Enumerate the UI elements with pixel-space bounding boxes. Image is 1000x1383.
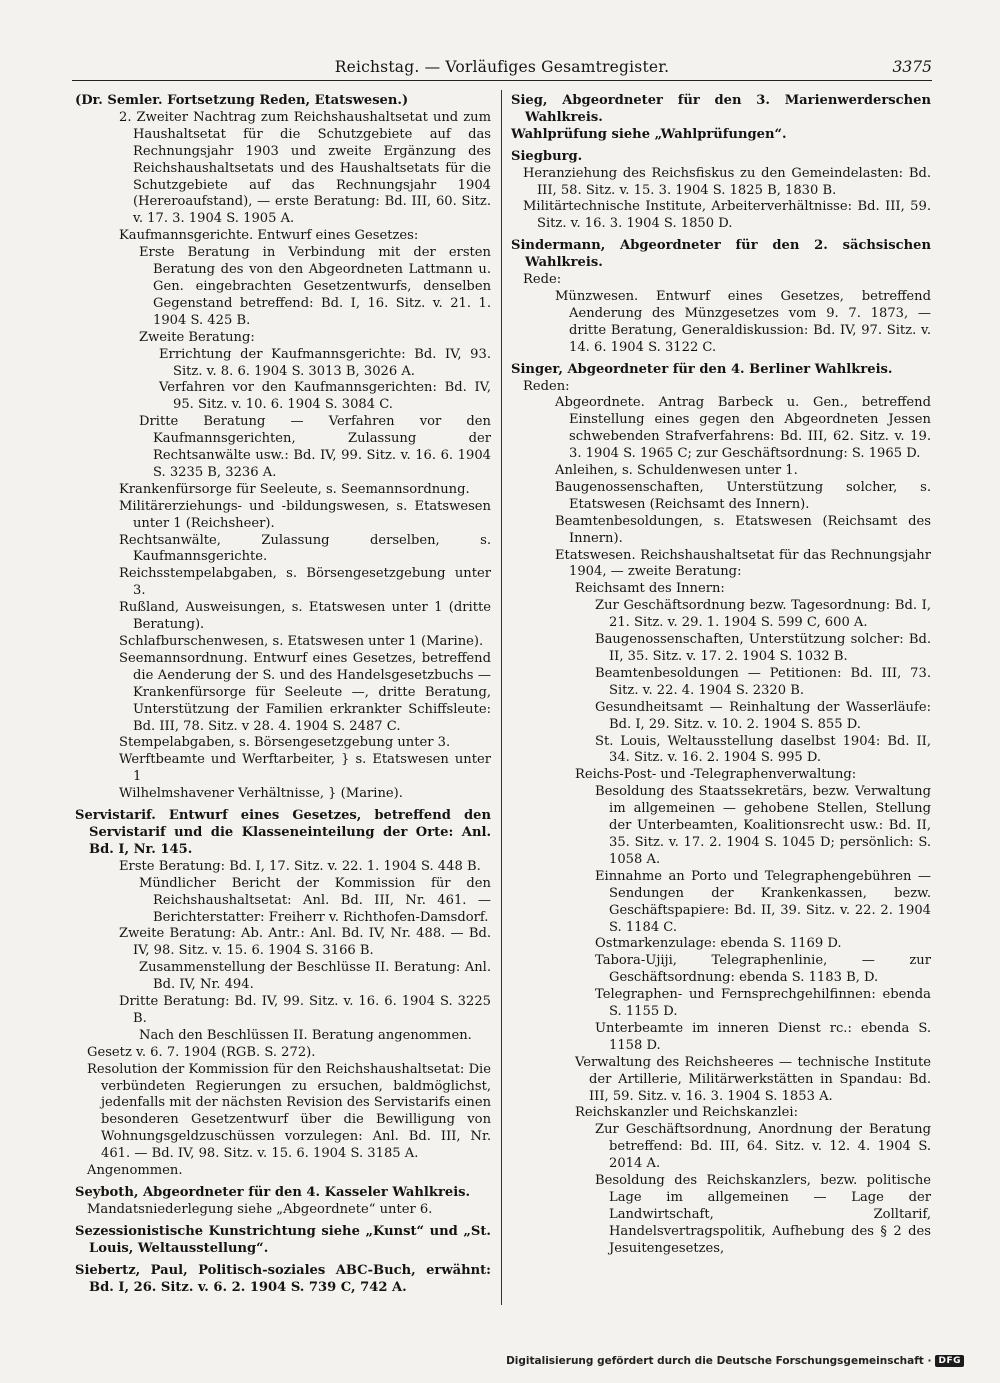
register-entry: Beamtenbesoldungen — Petitionen: Bd. III, 73. Sitz. v. 22. 4. 1904 S. 2320 B.: [595, 665, 931, 698]
register-entry: St. Louis, Weltausstellung daselbst 1904: Bd. II, 34. Sitz. v. 16. 2. 1904 S. 995 D.: [595, 733, 931, 766]
register-entry: Verfahren vor den Kaufmannsgerichten: Bd. IV, 95. Sitz. v. 10. 6. 1904 S. 3084 C.: [159, 380, 491, 413]
register-entry: Mandatsniederlegung siehe „Abgeordnete“ unter 6.: [87, 1201, 433, 1217]
register-entry: Krankenfürsorge für Seeleute, s. Seemannsordnung.: [119, 481, 470, 497]
register-entry: Münzwesen. Entwurf eines Gesetzes, betreffend Aenderung des Münzgesetzes vom 9. 7. 1873, — dritte Beratung, Generaldiskussion: Bd. IV, 97. Sitz. v. 14. 6. 1904 S. 3122 C.: [555, 288, 931, 355]
register-entry: Dritte Beratung: Bd. IV, 99. Sitz. v. 16. 6. 1904 S. 3225 B.: [119, 994, 491, 1026]
register-entry: Sieg, Abgeordneter für den 3. Marienwerderschen Wahlkreis.: [511, 93, 931, 125]
register-entry: Verwaltung des Reichsheeres — technische Institute der Artillerie, Militärwerkstätten in Spandau: Bd. III, 59. Sitz. v. 16. 3. 1904 S. 1853 A.: [575, 1054, 931, 1104]
register-entry: Werftbeamte und Werftarbeiter, } s. Etatswesen unter 1: [119, 752, 491, 785]
register-entry: Einnahme an Porto und Telegraphengebühren — Sendungen der Krankenkassen, bezw. Geschäftspapiere: Bd. II, 39. Sitz. v. 22. 2. 1904 S. 1184 C.: [595, 868, 931, 935]
dfg-logo: DFG: [935, 1355, 964, 1367]
register-entry: Sezessionistische Kunstrichtung siehe „Kunst“ und „St. Louis, Weltausstellung“.: [75, 1223, 491, 1256]
register-entry: Errichtung der Kaufmannsgerichte: Bd. IV, 93. Sitz. v. 8. 6. 1904 S. 3013 B, 3026 A.: [159, 346, 491, 379]
register-entry: Ostmarkenzulage: ebenda S. 1169 D.: [595, 936, 842, 952]
register-entry: Zusammenstellung der Beschlüsse II. Beratung: Anl. Bd. IV, Nr. 494.: [139, 960, 491, 993]
register-entry: Singer, Abgeordneter für den 4. Berliner Wahlkreis.: [511, 361, 893, 377]
right-column: [511, 93, 931, 1258]
funding-note: Digitalisierung gefördert durch die Deutsche Forschungsgemeinschaft ·: [506, 1355, 932, 1367]
register-entry: Besoldung des Staatssekretärs, bezw. Verwaltung im allgemeinen — gehobene Stellen, Stellung der Unterbeamten, Koalitionsrecht usw.: Bd. II, 35. Sitz. v. 17. 2. 1904 S. 1045 D; persönlich: S. 1058 A.: [595, 784, 931, 867]
register-entry: Kaufmannsgerichte. Entwurf eines Gesetzes:: [119, 228, 419, 244]
register-entry: Nach den Beschlüssen II. Beratung angenommen.: [139, 1027, 472, 1043]
register-entry: Wilhelmshavener Verhältnisse, } (Marine).: [119, 786, 403, 802]
register-entry: Wahlprüfung siehe „Wahlprüfungen“.: [511, 126, 787, 142]
register-entry: Reichsamt des Innern:: [575, 581, 725, 597]
register-entry: Sindermann, Abgeordneter für den 2. sächsischen Wahlkreis.: [511, 238, 931, 271]
register-entry: Anleihen, s. Schuldenwesen unter 1.: [555, 463, 798, 479]
register-entry: Mündlicher Bericht der Kommission für den Reichshaushaltsetat: Anl. Bd. III, Nr. 461. — Berichterstatter: Freiherr v. Richthofen-Damsdorf.: [139, 875, 491, 925]
register-entry: Reichskanzler und Reichskanzlei:: [575, 1105, 799, 1121]
register-entry: Reden:: [523, 378, 570, 394]
register-entry: Gesetz v. 6. 7. 1904 (RGB. S. 272).: [87, 1044, 316, 1060]
register-entry: Tabora-Ujiji, Telegraphenlinie, — zur Geschäftsordnung: ebenda S. 1183 B, D.: [595, 953, 931, 986]
page-number: 3375: [892, 58, 932, 76]
register-entry: Rechtsanwälte, Zulassung derselben, s. Kaufmannsgerichte.: [119, 532, 491, 565]
register-entry: Zweite Beratung: Ab. Antr.: Anl. Bd. IV, Nr. 488. — Bd. IV, 98. Sitz. v. 15. 6. 1904 S. 3166 B.: [119, 926, 491, 959]
register-entry: Seyboth, Abgeordneter für den 4. Kasseler Wahlkreis.: [75, 1185, 471, 1200]
register-entry: Militärerziehungs- und -bildungswesen, s. Etatswesen unter 1 (Reichsheer).: [119, 498, 491, 531]
register-entry: Heranziehung des Reichsfiskus zu den Gemeindelasten: Bd. III, 58. Sitz. v. 15. 3. 1904 S. 1825 B, 1830 B.: [523, 165, 931, 198]
register-entry: Zur Geschäftsordnung bezw. Tagesordnung: Bd. I, 21. Sitz. v. 29. 1. 1904 S. 599 C, 600 A.: [595, 598, 931, 631]
register-entry: Stempelabgaben, s. Börsengesetzgebung unter 3.: [119, 735, 451, 751]
register-entry: Angenommen.: [87, 1163, 183, 1179]
register-entry: 2. Zweiter Nachtrag zum Reichshaushaltsetat und zum Haushaltsetat für die Schutzgebiete auf das Rechnungsjahr 1903 und zweite Ergänzung des Reichshaushaltsetats und des Haushaltsetats für die Schutzgebiete auf das Rechnungsjahr 1904 (Hereroaufstand), — erste Beratung: Bd. III, 60. Sitz. v. 17. 3. 1904 S. 1905 A.: [119, 109, 491, 227]
register-entry: Telegraphen- und Fernsprechgehilfinnen: ebenda S. 1155 D.: [595, 987, 931, 1020]
register-entry: Beamtenbesoldungen, s. Etatswesen (Reichsamt des Innern).: [555, 513, 931, 546]
register-entry: Reichs-Post- und -Telegraphenverwaltung:: [575, 767, 857, 783]
running-title: Reichstag. — Vorläufiges Gesamtregister.: [334, 58, 670, 76]
register-entry: Rede:: [523, 272, 562, 288]
funding-footer: [506, 1355, 964, 1367]
register-entry: Besoldung des Reichskanzlers, bezw. politische Lage im allgemeinen — Lage der Landwirtschaft, Zolltarif, Handelsvertragspolitik, Aufhebung des § 2 des Jesuitengesetzes,: [595, 1173, 931, 1256]
register-entry: Seemannsordnung. Entwurf eines Gesetzes, betreffend die Aenderung der S. und des Handelsgesetzbuchs — Krankenfürsorge für Seeleute —, dritte Beratung, Unterstützung der Familien erkrankter Schiffsleute: Bd. III, 78. Sitz. v 28. 4. 1904 S. 2487 C.: [119, 650, 491, 734]
register-entry: Militärtechnische Institute, Arbeiterverhältnisse: Bd. III, 59. Sitz. v. 16. 3. 1904 S. 1850 D.: [523, 199, 931, 232]
register-entry: Servistarif. Entwurf eines Gesetzes, betreffend den Servistarif und die Klasseneinteilung der Orte: Anl. Bd. I, Nr. 145.: [75, 808, 491, 857]
header-rule: [72, 80, 932, 81]
register-entry: Erste Beratung in Verbindung mit der ersten Beratung des von den Abgeordneten Lattmann u. Gen. eingebrachten Gesetzentwurfs, denselben Gegenstand betreffend: Bd. I, 16. Sitz. v. 21. 1. 1904 S. 425 B.: [139, 245, 491, 328]
column-divider: [501, 90, 502, 1305]
register-entry: Baugenossenschaften, Unterstützung solcher: Bd. II, 35. Sitz. v. 17. 2. 1904 S. 1032 B.: [595, 632, 931, 664]
page-header: [72, 58, 932, 78]
register-entry: Zweite Beratung:: [139, 329, 255, 345]
register-entry: Erste Beratung: Bd. I, 17. Sitz. v. 22. 1. 1904 S. 448 B.: [119, 858, 481, 874]
register-entry: Etatswesen. Reichshaushaltsetat für das Rechnungsjahr 1904, — zweite Beratung:: [555, 547, 931, 580]
register-entry: Resolution der Kommission für den Reichshaushaltsetat: Die verbündeten Regierungen zu ersuchen, baldmöglichst, jedenfalls mit der nächsten Revision des Servistarifs einen besonderen Gesetzentwurf über die Bewilligung von Wohnungsgeldzuschüssen vorzulegen: Anl. Bd. III, Nr. 461. — Bd. IV, 98. Sitz. v. 15. 6. 1904 S. 3185 A.: [87, 1061, 491, 1162]
register-entry: Baugenossenschaften, Unterstützung solcher, s. Etatswesen (Reichsamt des Innern).: [555, 479, 931, 512]
register-entry: Siebertz, Paul, Politisch-soziales ABC-Buch, erwähnt: Bd. I, 26. Sitz. v. 6. 2. 1904 S. 739 C, 742 A.: [75, 1262, 491, 1295]
register-entry: Gesundheitsamt — Reinhaltung der Wasserläufe: Bd. I, 29. Sitz. v. 10. 2. 1904 S. 855 D.: [595, 699, 931, 732]
register-entry: Reichsstempelabgaben, s. Börsengesetzgebung unter 3.: [119, 566, 491, 599]
register-entry: Siegburg.: [511, 148, 583, 164]
register-entry: Zur Geschäftsordnung, Anordnung der Beratung betreffend: Bd. III, 64. Sitz. v. 12. 4. 1904 S. 2014 A.: [595, 1122, 931, 1172]
register-entry: Schlafburschenwesen, s. Etatswesen unter 1 (Marine).: [119, 634, 484, 649]
register-entry: (Dr. Semler. Fortsetzung Reden, Etatswesen.): [75, 93, 409, 108]
register-entry: Dritte Beratung — Verfahren vor den Kaufmannsgerichten, Zulassung der Rechtsanwälte usw.: Bd. IV, 99. Sitz. v. 16. 6. 1904 S. 3235 B, 3236 A.: [139, 414, 491, 480]
left-column: [75, 93, 491, 1296]
register-entry: Rußland, Ausweisungen, s. Etatswesen unter 1 (dritte Beratung).: [119, 600, 491, 633]
register-entry: Unterbeamte im inneren Dienst rc.: ebenda S. 1158 D.: [595, 1020, 931, 1053]
register-entry: Abgeordnete. Antrag Barbeck u. Gen., betreffend Einstellung eines gegen den Abgeordneten Jessen schwebenden Strafverfahrens: Bd. III, 62. Sitz. v. 19. 3. 1904 S. 1965 C; zur Geschäftsordnung: S. 1965 D.: [555, 395, 931, 462]
